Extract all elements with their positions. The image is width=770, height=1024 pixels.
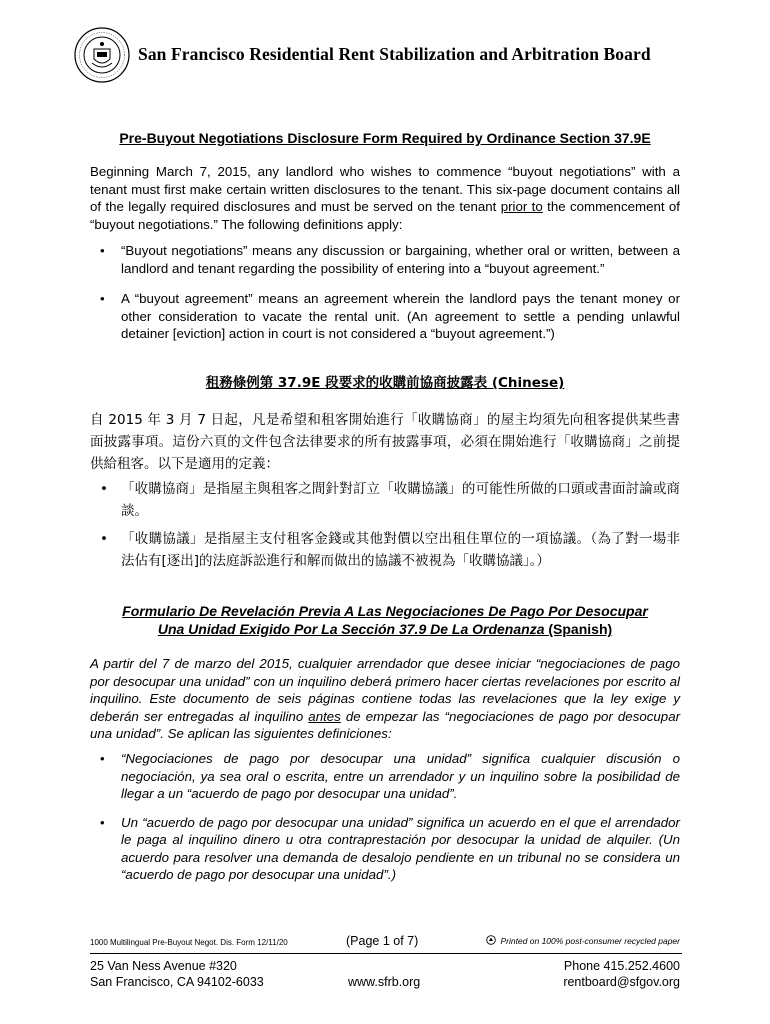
chinese-intro: 自 2015 年 3 月 7 日起，凡是希望和租客開始進行「收購協商」的屋主均須先向租客提供某些書面披露事項。這份六頁的文件包含法律要求的所有披露事項，必須在開始進行「收購協商」之前提供給租客。以下是適用的定義： <box>90 412 680 472</box>
recycled-note <box>480 935 680 946</box>
spanish-intro-text-2: de empezar las “negociaciones de pago por desocupar una unidad”. Se aplican las siguientes definiciones: <box>90 708 681 741</box>
spanish-heading-line1: Formulario De Revelación Previa A Las Negociaciones De Pago Por Desocupar <box>122 603 648 619</box>
english-heading: Pre-Buyout Negotiations Disclosure Form Required by Ordinance Section 37.9E <box>119 130 651 146</box>
spanish-heading-language: (Spanish) <box>548 621 613 637</box>
address-line2: San Francisco, CA 94102-6033 <box>90 975 264 989</box>
bullet-icon: • <box>100 531 108 547</box>
office-address <box>90 958 264 990</box>
english-intro-text-1: Beginning March 7, 2015, any landlord who wishes to commence “buyout negotiations” with a tenant must first make certain written disclosures to the tenant. This six-page document contains all of the legally required disclosures and must be served on the tenant <box>90 164 680 214</box>
definition-text: 「收購協議」是指屋主支付租客金錢或其他對價以空出租住單位的一項協議。（為了對一場非法佔有[逐出]的法庭訴訟進行和解而做出的協議不被視為「收購協議」。） <box>121 531 680 569</box>
chinese-heading: 租務條例第 37.9E 段要求的收購前協商披露表 (Chinese) <box>205 375 565 391</box>
phone-number: Phone 415.252.4600 <box>563 959 680 973</box>
list-item <box>90 290 680 343</box>
english-intro <box>90 163 680 233</box>
spanish-definitions-list <box>90 750 680 884</box>
recycled-note-text: Printed on 100% post-consumer recycled paper <box>500 936 680 946</box>
definition-text: Un “acuerdo de pago por desocupar una unidad” significa un acuerdo en el que el arrendador le paga al inquilino dinero u otra contraprestación por desocupar la unidad de alquiler. (Un acuerdo para resolver una demanda de desalojo pendiente en un tribunal no se considera un “acuerdo de pago por desocupar una unidad”.) <box>121 814 680 882</box>
bullet-icon: • <box>100 481 108 497</box>
english-definitions-list <box>90 242 680 343</box>
list-item <box>90 242 680 277</box>
list-item <box>90 750 680 803</box>
address-line1: 25 Van Ness Avenue #320 <box>90 959 237 973</box>
english-intro-emphasis: prior to <box>500 199 543 214</box>
chinese-definitions-list <box>90 478 680 572</box>
list-item <box>90 814 680 884</box>
page-title: San Francisco Residential Rent Stabilization and Arbitration Board <box>138 44 651 64</box>
spanish-intro <box>90 655 680 743</box>
definition-text: “Negociaciones de pago por desocupar una unidad” significa cualquier discusión o negociación, ya sea oral o escrita, entre un arrendador y un inquilino sobre la posibilidad de llegar a un “acuerdo de pago por desocupar una unidad”. <box>121 751 680 801</box>
website-link[interactable]: www.sfrb.org <box>348 975 421 989</box>
spanish-heading-line2: Una Unidad Exigido Por La Sección 37.9 De La Ordenanza <box>157 621 545 637</box>
bullet-icon: • <box>100 814 105 830</box>
page-number: (Page 1 of 7) <box>346 934 419 948</box>
recycle-icon <box>486 935 496 945</box>
bullet-icon: • <box>100 291 105 306</box>
city-seal-icon <box>74 27 130 83</box>
english-intro-text-2: the commencement of “buyout negotiations.” The following definitions apply: <box>90 199 681 232</box>
email-link[interactable]: rentboard@sfgov.org <box>563 975 680 989</box>
form-identifier: 1000 Multilingual Pre-Buyout Negot. Dis. Form 12/11/20 <box>90 938 288 947</box>
list-item <box>90 478 680 522</box>
spanish-heading <box>70 602 700 638</box>
footer-divider <box>90 953 682 954</box>
definition-text: “Buyout negotiations” means any discussion or bargaining, whether oral or written, between a landlord and tenant regarding the possibility of entering into a “buyout agreement.” <box>121 243 680 276</box>
bullet-icon: • <box>100 751 105 766</box>
bullet-icon: • <box>100 243 105 258</box>
definition-text: A “buyout agreement” means an agreement wherein the landlord pays the tenant money or other consideration to vacate the rental unit. (An agreement to settle a pending unlawful detainer [eviction] action in court is not considered a “buyout agreement.”) <box>121 291 680 341</box>
spanish-intro-text-1: A partir del 7 de marzo del 2015, cualquier arrendador que desee iniciar “negociaciones de pago por desocupar una unidad” con un inquilino deberá primero hacer ciertas revelaciones por escrito al inquilino. Este documento de seis páginas contiene todas las revelaciones que la ley exige y deberán ser entregadas al inquilino <box>90 656 680 724</box>
list-item <box>90 528 680 572</box>
contact-info <box>480 958 680 990</box>
definition-text: 「收購協商」是指屋主與租客之間針對訂立「收購協議」的可能性所做的口頭或書面討論或商談。 <box>121 481 680 519</box>
spanish-intro-emphasis: antes <box>308 708 341 724</box>
